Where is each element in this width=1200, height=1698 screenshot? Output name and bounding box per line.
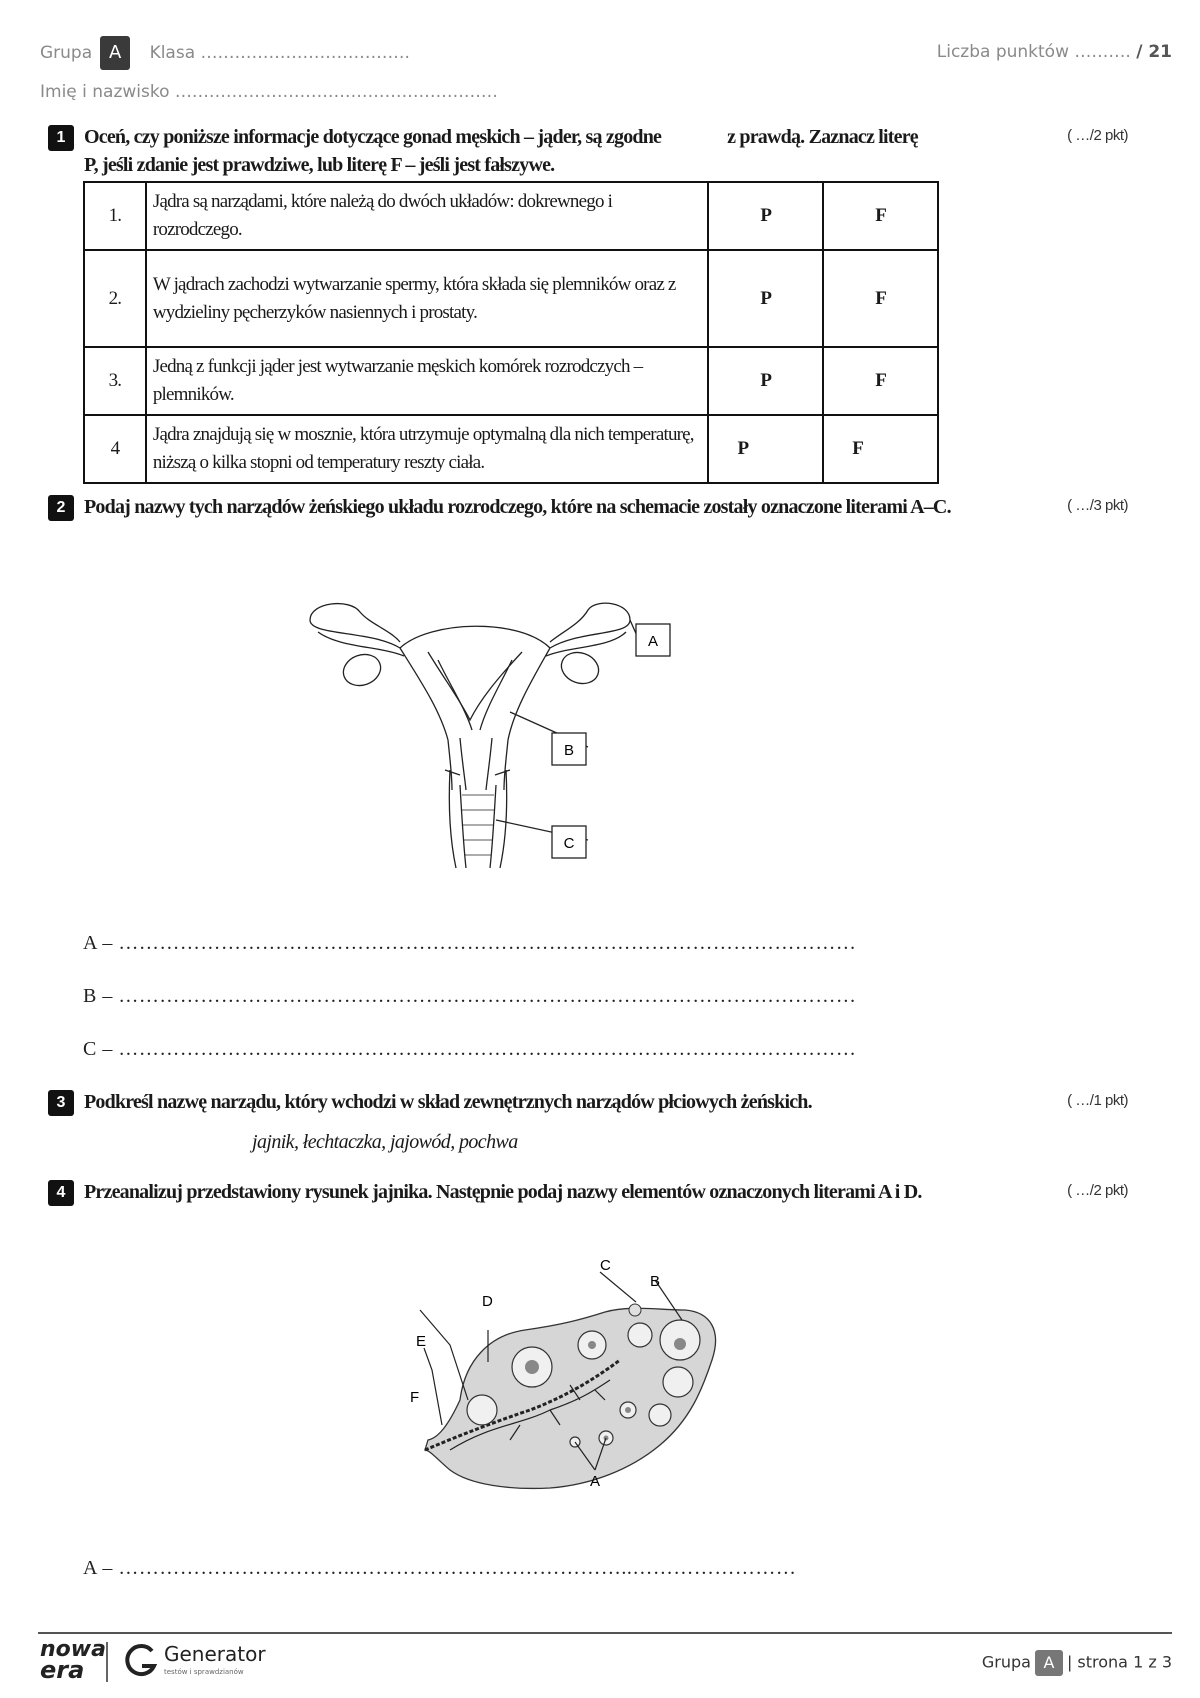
option-f[interactable]: F [823,182,938,250]
label-b: B [650,1273,661,1290]
option-f[interactable]: F [823,415,938,483]
task-points: ( …/2 pkt) [1067,1182,1128,1199]
task-points: ( …/1 pkt) [1067,1092,1128,1109]
answer-line-a[interactable]: A – ……………………………………………………………………………………………… [83,932,857,954]
points-label: Liczba punktów ………. [936,42,1131,62]
answer-line-b[interactable]: B – ……………………………………………………………………………………………… [83,985,857,1007]
footer-divider [38,1632,1172,1634]
generator-g-icon [122,1642,160,1680]
page-number: | strona 1 z 3 [1066,1652,1172,1672]
option-p[interactable]: P [708,250,823,347]
table-row: 1. Jądra są narządami, które należą do dwóch układów: dokrewnego i rozrodczego. P F [84,182,938,250]
group-badge: A [100,36,130,70]
task-1 [48,125,1128,175]
group-badge: A [1035,1650,1063,1676]
points-total: / 21 [1136,42,1172,62]
label-d: D [482,1293,493,1310]
task-question: Przeanalizuj przedstawiony rysunek jajnika. Następnie podaj nazwy elementów oznaczonych literami A i D. [84,1181,922,1203]
task-points: ( …/2 pkt) [1067,127,1128,144]
task-3 [48,1090,1128,1120]
task-number: 3 [48,1090,74,1116]
task-number: 4 [48,1180,74,1206]
table-row: 2. W jądrach zachodzi wytwarzanie spermy, która składa się plemników oraz z wydzieliny pęcherzyków nasiennych i prostaty. P F [84,250,938,347]
ovary-diagram [410,1250,730,1520]
answer-line-a[interactable]: A – ……………………………..…………………………………..…………………… [83,1557,797,1579]
label-c: C [563,835,575,852]
task-2 [48,495,1128,555]
task-question: Oceń, czy poniższe informacje dotyczące gonad męskich – jąder, są zgodne z prawdą. Zaznacz literę P, jeśli zdanie jest prawdziwe, lub literę F – jeśli jest fałszywe. [84,126,918,176]
group-label: Grupa [40,43,93,63]
label-a: A [647,633,659,650]
group-field [40,36,410,70]
task-question: Podkreśl nazwę narządu, który wchodzi w skład zewnętrznych narządów płciowych żeńskich. [84,1091,812,1113]
task-question: Podaj nazwy tych narządów żeńskiego układu rozrodczego, które na schemacie zostały oznaczone literami A–C. [84,496,951,518]
task-points: ( …/3 pkt) [1067,497,1128,514]
label-e: E [416,1333,427,1350]
name-field: Imię i nazwisko ………………………………………………… [40,82,498,102]
table-row: 4 Jądra znajdują się w mosznie, która utrzymuje optymalną dla nich temperaturę, niższą o kilka stopni od temperatury reszty ciała. P F [84,415,938,483]
points-field [937,42,1172,62]
answer-options[interactable]: jajnik, łechtaczka, jajowód, pochwa [252,1131,518,1153]
table-row: 3. Jedną z funkcji jąder jest wytwarzanie męskich komórek rozrodczych – plemników. P F [84,347,938,415]
task-number: 1 [48,125,74,151]
page-footer-info: Grupa A | strona 1 z 3 [982,1650,1172,1676]
label-f: F [410,1389,420,1406]
answer-line-c[interactable]: C – ……………………………………………………………………………………………… [83,1038,857,1060]
option-f[interactable]: F [823,347,938,415]
true-false-table [83,181,939,484]
task-4 [48,1180,1128,1240]
logo-separator [106,1642,108,1682]
option-p[interactable]: P [708,182,823,250]
option-p[interactable]: P [708,415,823,483]
female-reproductive-diagram [300,590,690,880]
label-c: C [600,1257,611,1274]
task-number: 2 [48,495,74,521]
label-b: B [563,742,575,759]
nowa-era-logo: nowa era [40,1637,106,1684]
option-f[interactable]: F [823,250,938,347]
label-a: A [590,1473,601,1490]
option-p[interactable]: P [708,347,823,415]
class-field: Klasa ………………………………. [149,43,410,63]
